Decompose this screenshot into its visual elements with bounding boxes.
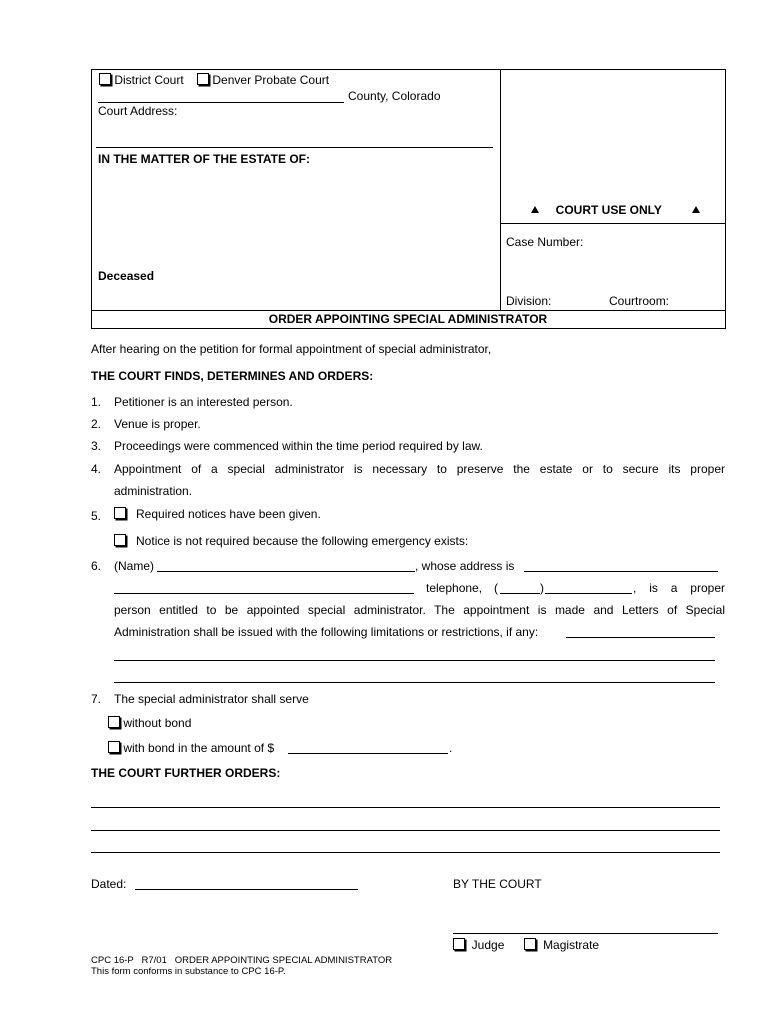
- notice-not-required-checkbox[interactable]: [114, 534, 126, 546]
- item-7-text: The special administrator shall serve: [114, 692, 309, 706]
- dated-field-line[interactable]: [135, 889, 358, 890]
- further-orders-line-3[interactable]: [91, 852, 720, 853]
- without-bond-label: without bond: [123, 716, 192, 730]
- without-bond-checkbox[interactable]: [108, 716, 120, 728]
- item-1-text: Petitioner is an interested person.: [114, 395, 293, 409]
- area-code-line[interactable]: [500, 593, 540, 594]
- phone-number-line[interactable]: [545, 593, 632, 594]
- form-title: ORDER APPOINTING SPECIAL ADMINISTRATOR: [268, 312, 548, 326]
- signature-line[interactable]: [453, 933, 718, 934]
- name-field-line[interactable]: [157, 571, 415, 572]
- item-6-text-line4: Administration shall be issued with the following limitations or restrictions, if any:: [114, 625, 539, 639]
- up-arrow-icon: [692, 206, 700, 213]
- restrictions-line-3[interactable]: [114, 682, 715, 683]
- notices-given-checkbox[interactable]: [114, 507, 126, 519]
- judge-checkbox[interactable]: [453, 938, 465, 950]
- dated-label: Dated:: [91, 877, 127, 891]
- case-number-label[interactable]: Case Number:: [506, 235, 584, 249]
- division-label[interactable]: Division:: [506, 294, 552, 308]
- telephone-label: telephone,: [426, 581, 483, 595]
- item-5-number: 5.: [91, 509, 102, 523]
- deceased-label: Deceased: [98, 269, 155, 283]
- bond-period: .: [449, 741, 453, 755]
- courtroom-label[interactable]: Courtroom:: [609, 294, 670, 308]
- magistrate-checkbox[interactable]: [524, 938, 536, 950]
- magistrate-label: Magistrate: [543, 938, 600, 952]
- notice-not-required-label: Notice is not required because the following emergency exists:: [136, 534, 469, 548]
- whose-address-label: , whose address is: [415, 559, 515, 573]
- item-3-text: Proceedings were commenced within the time period required by law.: [114, 439, 483, 453]
- item-3-number: 3.: [91, 439, 102, 453]
- denver-probate-checkbox[interactable]: [197, 73, 209, 85]
- district-court-label: District Court: [114, 73, 184, 87]
- item-6-text-line3: person entitled to be appointed special administrator. The appointment is made and Letters of Special: [114, 603, 725, 617]
- caption-divider: [500, 69, 501, 310]
- with-bond-label: with bond in the amount of $: [123, 741, 275, 755]
- caption-court-use-rule: [500, 223, 725, 224]
- caption-title-rule: [91, 310, 725, 311]
- signer-type-row: [453, 938, 599, 952]
- item-2-text: Venue is proper.: [114, 417, 201, 431]
- item-1-number: 1.: [91, 395, 102, 409]
- denver-probate-label: Denver Probate Court: [212, 73, 330, 87]
- estate-of-label: IN THE MATTER OF THE ESTATE OF:: [98, 152, 310, 166]
- is-a-proper-label: , is a proper: [633, 581, 725, 595]
- district-court-checkbox[interactable]: [99, 73, 111, 85]
- paren-open: (: [494, 581, 498, 595]
- name-label: (Name): [114, 559, 155, 573]
- court-use-only-label: COURT USE ONLY: [555, 203, 662, 217]
- county-label: County, Colorado: [348, 89, 441, 103]
- court-use-only-row: [531, 203, 700, 217]
- finds-heading: THE COURT FINDS, DETERMINES AND ORDERS:: [91, 369, 374, 383]
- item-6-number: 6.: [91, 559, 102, 573]
- court-address-label: Court Address:: [98, 104, 178, 118]
- further-orders-heading: THE COURT FURTHER ORDERS:: [91, 766, 281, 780]
- further-orders-line-2[interactable]: [91, 830, 720, 831]
- with-bond-row: [108, 741, 274, 755]
- item-2-number: 2.: [91, 417, 102, 431]
- footer-conformance: This form conforms in substance to CPC 16-P.: [91, 966, 286, 977]
- address-field-line[interactable]: [524, 571, 718, 572]
- by-the-court-label: BY THE COURT: [453, 877, 542, 891]
- notices-given-label: Required notices have been given.: [136, 507, 321, 521]
- caption-box: [91, 69, 726, 329]
- restrictions-line-1[interactable]: [566, 637, 715, 638]
- up-arrow-icon: [531, 206, 539, 213]
- item-5-row-a: [114, 507, 321, 521]
- court-type-row: [99, 73, 329, 87]
- judge-label: Judge: [471, 938, 505, 952]
- item-7-number: 7.: [91, 692, 102, 706]
- item-5-row-b: [114, 534, 468, 548]
- address-continued-line[interactable]: [114, 593, 414, 594]
- item-4-number: 4.: [91, 462, 102, 476]
- county-field-line[interactable]: [98, 102, 344, 103]
- restrictions-line-2[interactable]: [114, 660, 715, 661]
- paren-close: ): [540, 581, 544, 595]
- further-orders-line-1[interactable]: [91, 807, 720, 808]
- item-4-text-line2: administration.: [114, 484, 193, 498]
- bond-amount-line[interactable]: [288, 753, 448, 754]
- without-bond-row: [108, 716, 191, 730]
- footer-form-id: CPC 16-P R7/01 ORDER APPOINTING SPECIAL ADMINISTRATOR: [91, 955, 393, 966]
- intro-text: After hearing on the petition for formal appointment of special administrator,: [91, 342, 492, 356]
- court-address-line[interactable]: [96, 147, 493, 148]
- with-bond-checkbox[interactable]: [108, 741, 120, 753]
- item-4-text-line1: Appointment of a special administrator is necessary to preserve the estate or to secure its proper: [114, 462, 725, 476]
